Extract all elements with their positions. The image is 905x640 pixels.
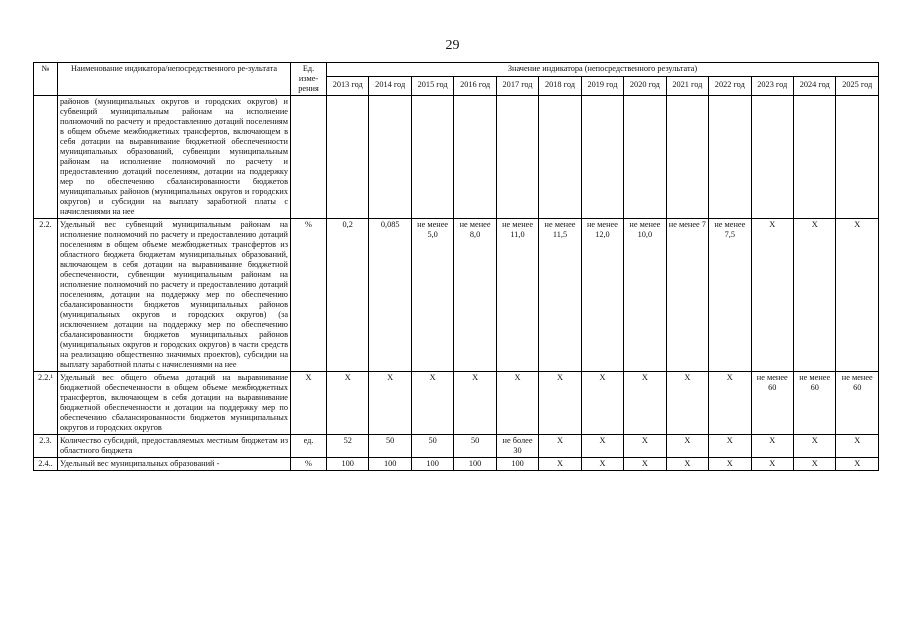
year-value-cell: X: [666, 435, 708, 458]
year-value-cell: не более 30: [496, 435, 538, 458]
year-value-cell: X: [751, 435, 793, 458]
header-year: 2016 год: [454, 77, 496, 96]
year-value-cell: [666, 96, 708, 219]
row-number: 2.2.¹: [34, 372, 58, 435]
year-value-cell: не менее 5,0: [411, 219, 453, 372]
table-row: [34, 372, 879, 435]
indicator-unit: ед.: [291, 435, 327, 458]
year-value-cell: [836, 96, 879, 219]
table-row: [34, 219, 879, 372]
header-year: 2025 год: [836, 77, 879, 96]
indicator-table: [33, 62, 879, 471]
year-value-cell: [369, 96, 411, 219]
year-value-cell: X: [581, 435, 623, 458]
table-row: [34, 435, 879, 458]
year-value-cell: 0,2: [327, 219, 369, 372]
year-value-cell: не менее 7,5: [709, 219, 751, 372]
year-value-cell: X: [709, 372, 751, 435]
year-value-cell: [539, 96, 581, 219]
table-body: [34, 96, 879, 471]
year-value-cell: 100: [411, 458, 453, 471]
year-value-cell: X: [539, 458, 581, 471]
year-value-cell: X: [793, 219, 835, 372]
year-value-cell: 100: [454, 458, 496, 471]
year-value-cell: X: [624, 372, 666, 435]
header-year: 2018 год: [539, 77, 581, 96]
year-value-cell: X: [327, 372, 369, 435]
header-num: №: [34, 63, 58, 96]
year-value-cell: 52: [327, 435, 369, 458]
year-value-cell: не менее 11,0: [496, 219, 538, 372]
year-value-cell: не менее 8,0: [454, 219, 496, 372]
year-value-cell: X: [496, 372, 538, 435]
header-year: 2020 год: [624, 77, 666, 96]
year-value-cell: не менее 60: [751, 372, 793, 435]
year-value-cell: X: [539, 372, 581, 435]
year-value-cell: X: [793, 435, 835, 458]
header-year: 2019 год: [581, 77, 623, 96]
year-value-cell: X: [454, 372, 496, 435]
row-number: 2.3.: [34, 435, 58, 458]
year-value-cell: X: [539, 435, 581, 458]
year-value-cell: X: [836, 435, 879, 458]
header-year: 2014 год: [369, 77, 411, 96]
year-value-cell: [454, 96, 496, 219]
year-value-cell: X: [581, 458, 623, 471]
year-value-cell: X: [751, 458, 793, 471]
header-year: 2021 год: [666, 77, 708, 96]
year-value-cell: X: [709, 458, 751, 471]
year-value-cell: [496, 96, 538, 219]
year-value-cell: [751, 96, 793, 219]
indicator-unit: [291, 96, 327, 219]
header-year: 2017 год: [496, 77, 538, 96]
year-value-cell: X: [836, 458, 879, 471]
header-row-1: [34, 63, 879, 77]
indicator-name: Количество субсидий, предоставляемых местным бюджетам из областного бюджета: [58, 435, 291, 458]
year-value-cell: 100: [369, 458, 411, 471]
year-value-cell: X: [709, 435, 751, 458]
row-number: [34, 96, 58, 219]
indicator-unit: X: [291, 372, 327, 435]
indicator-unit: %: [291, 219, 327, 372]
year-value-cell: X: [751, 219, 793, 372]
table-row: [34, 96, 879, 219]
row-number: 2.2.: [34, 219, 58, 372]
year-value-cell: [793, 96, 835, 219]
indicator-name: Удельный вес общего объема дотаций на выравнивание бюджетной обеспеченности в общем объеме межбюджетных трансфертов, включающем в себя дотации на выравнивание бюджетной обеспеченности и дотации на поддержку мер по обеспечению сбалансированности бюджетов муниципальных округов и городских округов: [58, 372, 291, 435]
header-year: 2013 год: [327, 77, 369, 96]
year-value-cell: X: [581, 372, 623, 435]
year-value-cell: не менее 60: [793, 372, 835, 435]
year-value-cell: не менее 10,0: [624, 219, 666, 372]
table-row: [34, 458, 879, 471]
header-year: 2023 год: [751, 77, 793, 96]
year-value-cell: X: [369, 372, 411, 435]
year-value-cell: [411, 96, 453, 219]
year-value-cell: [624, 96, 666, 219]
header-year: 2015 год: [411, 77, 453, 96]
year-value-cell: X: [793, 458, 835, 471]
year-value-cell: 50: [411, 435, 453, 458]
year-value-cell: X: [666, 372, 708, 435]
year-value-cell: [327, 96, 369, 219]
row-number: 2.4..: [34, 458, 58, 471]
year-value-cell: не менее 11,5: [539, 219, 581, 372]
year-value-cell: X: [411, 372, 453, 435]
year-value-cell: [709, 96, 751, 219]
year-value-cell: не менее 60: [836, 372, 879, 435]
header-unit: Ед. изме-рения: [291, 63, 327, 96]
year-value-cell: 100: [327, 458, 369, 471]
year-value-cell: X: [666, 458, 708, 471]
year-value-cell: X: [836, 219, 879, 372]
year-value-cell: X: [624, 435, 666, 458]
year-value-cell: X: [624, 458, 666, 471]
year-value-cell: 50: [454, 435, 496, 458]
year-value-cell: не менее 7: [666, 219, 708, 372]
page-number: 29: [445, 38, 460, 53]
header-indicator: Наименование индикатора/непосредственного ре-зультата: [58, 63, 291, 96]
year-value-cell: 100: [496, 458, 538, 471]
year-value-cell: [581, 96, 623, 219]
header-year: 2024 год: [793, 77, 835, 96]
year-value-cell: не менее 12,0: [581, 219, 623, 372]
year-value-cell: 50: [369, 435, 411, 458]
year-value-cell: 0,085: [369, 219, 411, 372]
indicator-name: районов (муниципальных округов и городских округов) и субвенций муниципальным районам на исполнение полномочий по расчету и предоставлению дотаций поселениям в общем объеме межбюджетных трансфертов, включающем в себя дотации на выравнивание бюджетной обеспеченности муниципальных образований, субвенции муниципальным районам на исполнение полномочий по расчету и предоставлению дотаций поселениям, дотации на поддержку мер по обеспечению сбалансированности бюджетов муниципальных районов (муниципальных округов и городских округов) и субсидии на выплату заработной платы с начислениями на нее: [58, 96, 291, 219]
header-year: 2022 год: [709, 77, 751, 96]
header-value-group: Значение индикатора (непосредственного результата): [327, 63, 879, 77]
indicator-name: Удельный вес муниципальных образований -: [58, 458, 291, 471]
indicator-unit: %: [291, 458, 327, 471]
indicator-name: Удельный вес субвенций муниципальным районам на исполнение полномочий по расчету и предоставлению дотаций поселениям в общем объеме межбюджетных трансфертов из областного бюджета бюджетам муниципальных образований, включающем в себя дотации на выравнивание бюджетной обеспеченности, субвенции муниципальным районам на исполнение полномочий по расчету и предоставлению дотаций поселениям, дотации на поддержку мер по обеспечению сбалансированности бюджетов муниципальных районов (муниципальных округов и городских округов) (за исключением дотации на поддержку мер по обеспечению сбалансированности бюджетов муниципальных районов (муниципальных округов и городских округов) в части средств на реализацию общественно значимых проектов), субсидии на выплату заработной платы с начислениями на нее: [58, 219, 291, 372]
